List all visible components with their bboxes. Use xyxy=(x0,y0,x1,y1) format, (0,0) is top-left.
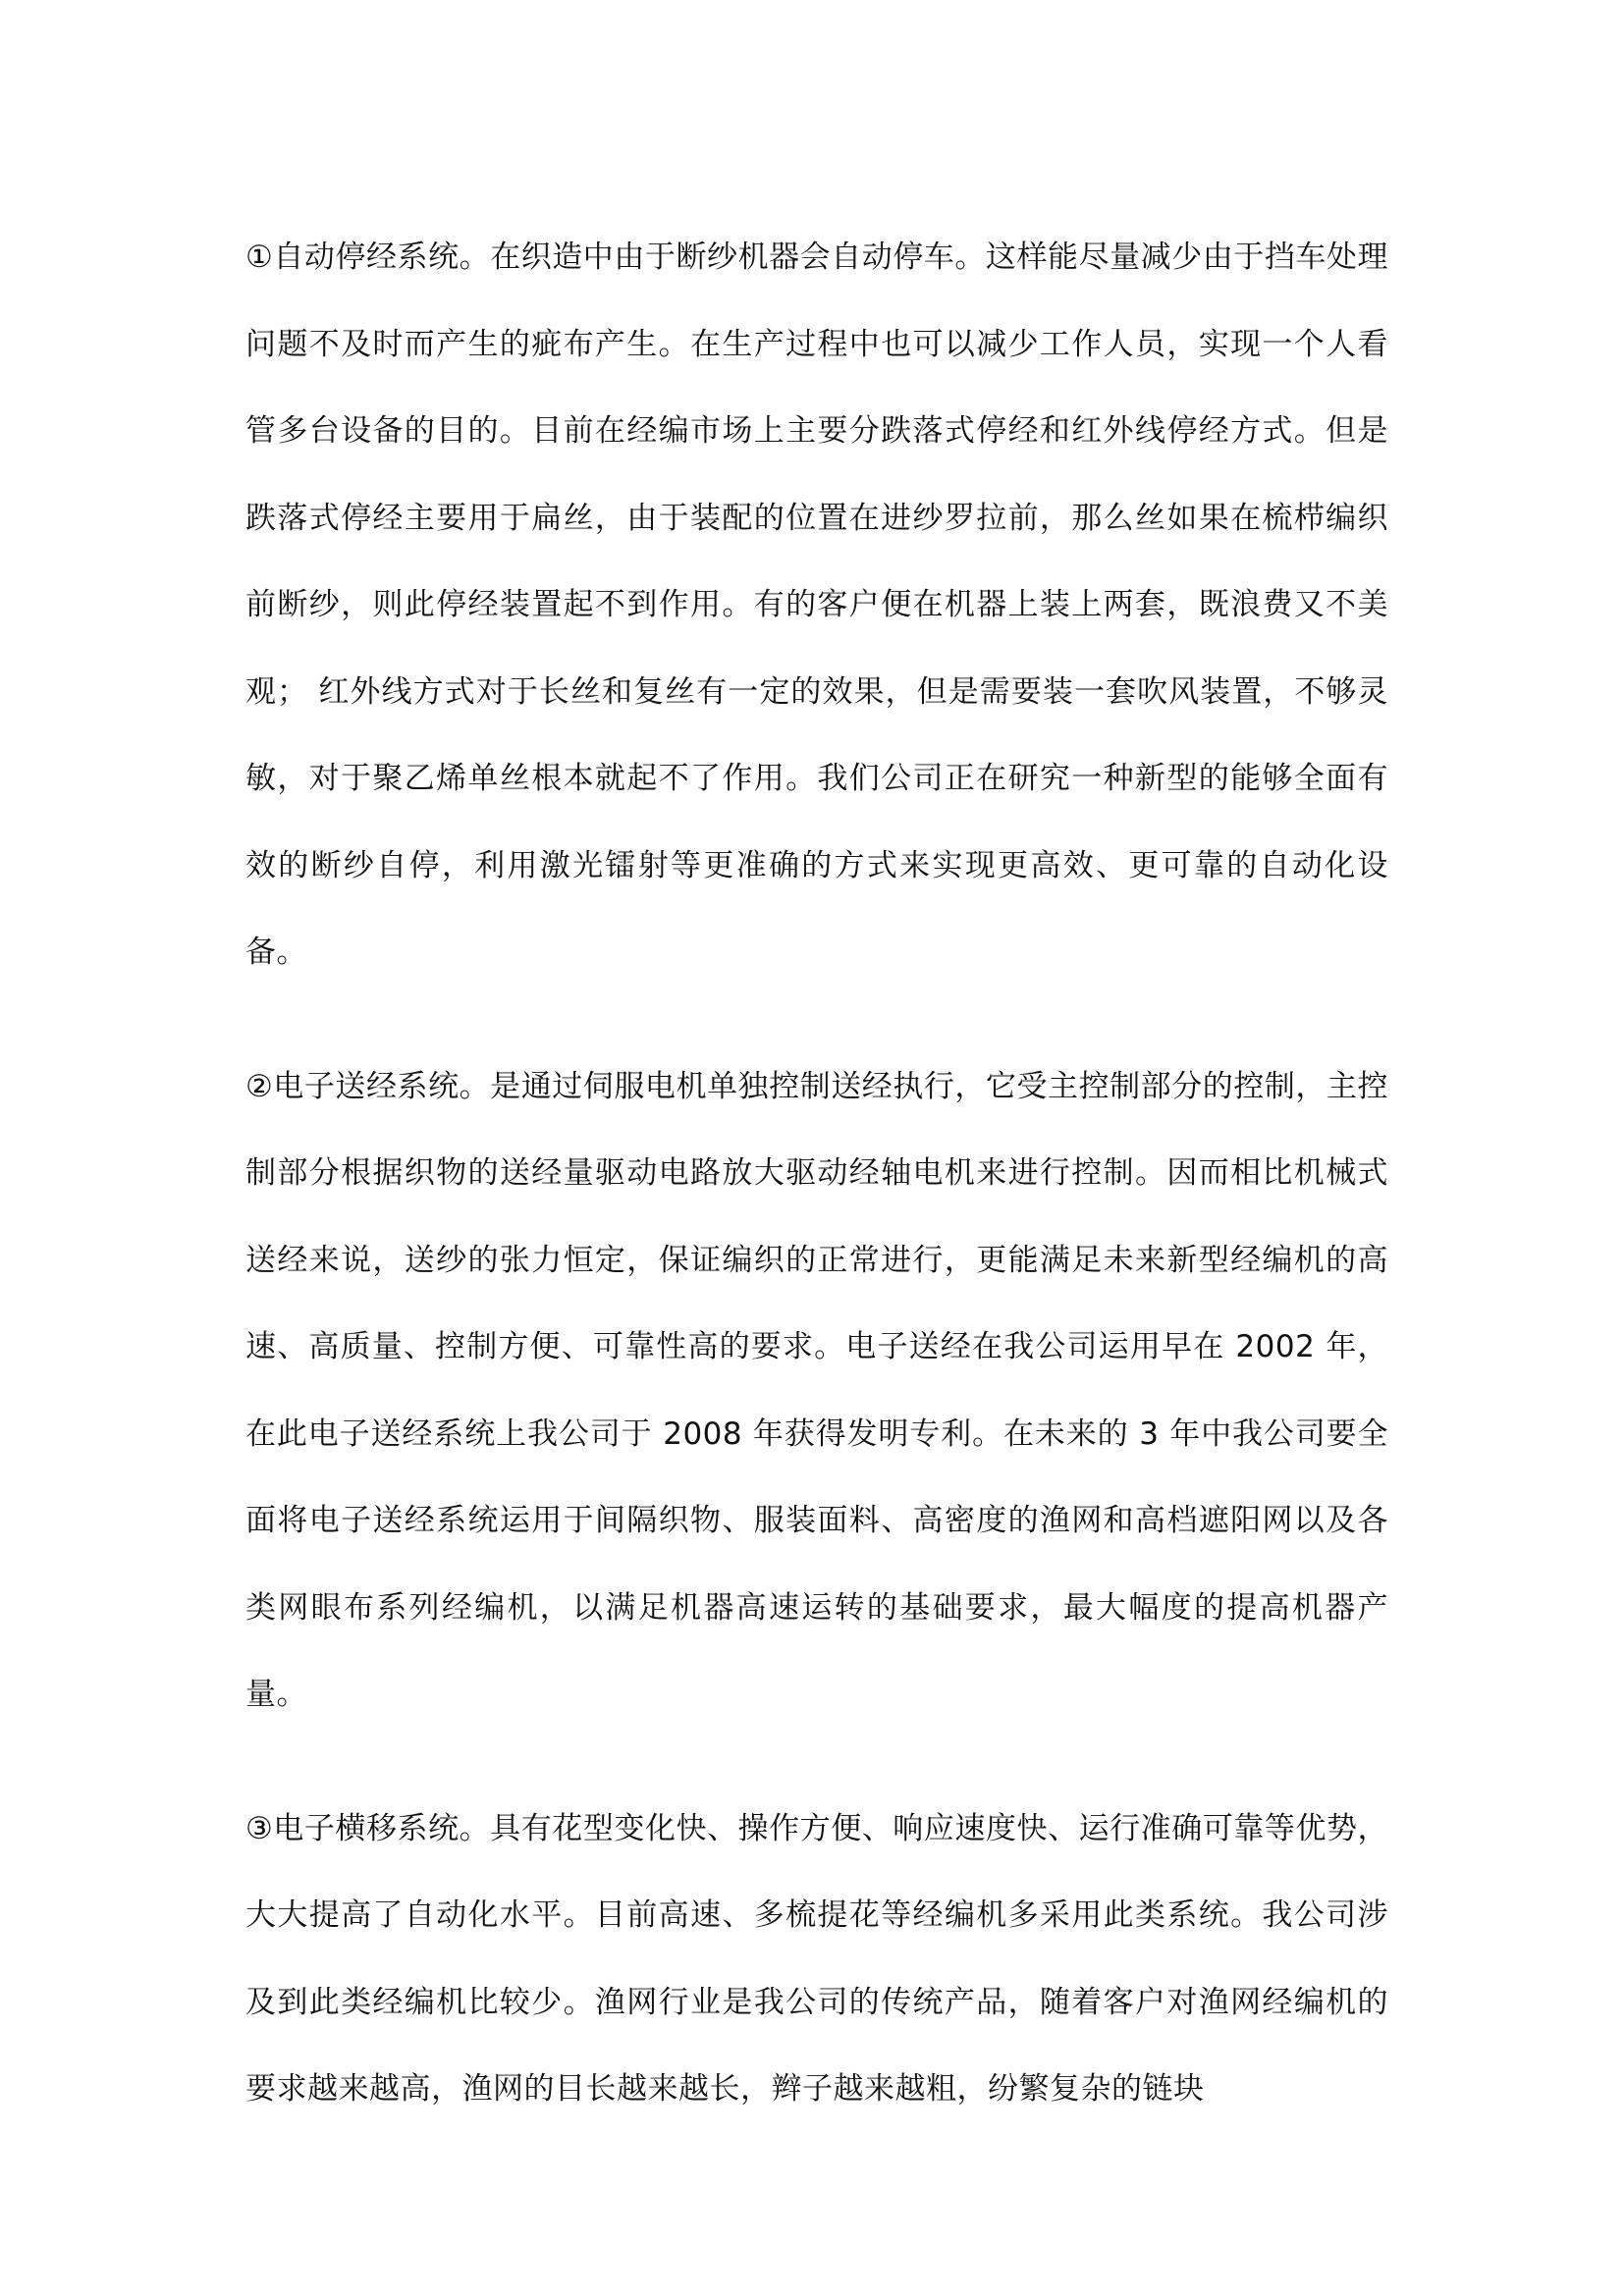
paragraph-electronic-shogging-system: ③电子横移系统。具有花型变化快、操作方便、响应速度快、运行准确可靠等优势，大大提高了自动化水平。目前高速、多梳提花等经编机多采用此类系统。我公司涉及到此类经编机比较少。渔网行业是我公司的传统产品，随着客户对渔网经编机的要求越来越高，渔网的目长越来越长，辫子越来越粗，纷繁复杂的链块 xyxy=(245,1810,1388,2107)
paragraph-electronic-let-off-system: ②电子送经系统。是通过伺服电机单独控制送经执行，它受主控制部分的控制，主控制部分根据织物的送经量驱动电路放大驱动经轴电机来进行控制。因而相比机械式送经来说，送纱的张力恒定，保证编织的正常进行，更能满足未来新型经编机的高速、高质量、控制方便、可靠性高的要求。电子送经在我公司运用早在 2002 年，在此电子送经系统上我公司于 2008 年获得发明专利。在未来的 3 年中我公司要全面将电子送经系统运用于间隔织物、服装面料、高密度的渔网和高档遮阳网以及各类网眼布系列经编机，以满足机器高速运转的基础要求，最大幅度的提高机器产量。 xyxy=(245,1068,1388,1712)
document-body xyxy=(245,214,1388,2133)
paragraph-auto-stop-system: ①自动停经系统。在织造中由于断纱机器会自动停车。这样能尽量减少由于挡车处理问题不及时而产生的疵布产生。在生产过程中也可以减少工作人员，实现一个人看管多台设备的目的。目前在经编市场上主要分跌落式停经和红外线停经方式。但是跌落式停经主要用于扁丝，由于装配的位置在进纱罗拉前，那么丝如果在梳栉编织前断纱，则此停经装置起不到作用。有的客户便在机器上装上两套，既浪费又不美观； 红外线方式对于长丝和复丝有一定的效果，但是需要装一套吹风装置，不够灵敏，对于聚乙烯单丝根本就起不了作用。我们公司正在研究一种新型的能够全面有效的断纱自停，利用激光镭射等更准确的方式来实现更高效、更可靠的自动化设备。 xyxy=(245,240,1388,970)
